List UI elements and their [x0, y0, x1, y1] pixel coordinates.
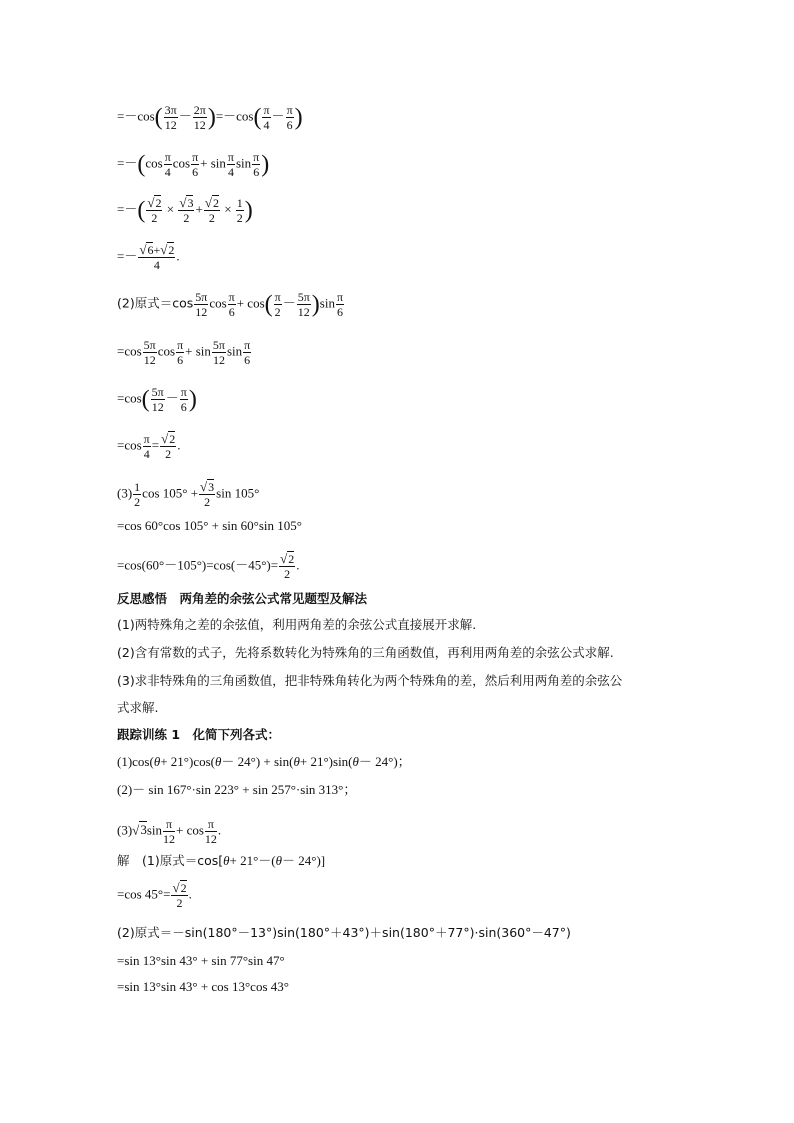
radicand: 2 — [288, 552, 295, 566]
fraction — [279, 552, 295, 581]
text: (3) — [117, 485, 133, 501]
text: sin — [319, 295, 335, 311]
theta: θ — [223, 853, 230, 868]
fraction — [204, 196, 220, 225]
text: =cos(60°－105°)=cos(－45°)= — [117, 557, 279, 573]
numerator: √2 — [204, 195, 219, 210]
reflection-item-2 — [117, 645, 614, 661]
numerator: π — [177, 338, 184, 352]
fraction — [138, 243, 175, 272]
fraction — [199, 480, 215, 509]
equals: = — [151, 437, 160, 453]
solution-line-1 — [117, 853, 325, 869]
fraction — [243, 338, 251, 367]
numerator: 2π — [193, 103, 206, 117]
numerator: π — [227, 150, 234, 164]
text: =cos — [117, 390, 142, 406]
radicand: 2 — [155, 196, 162, 210]
text: (3)求非特殊角的三角函数值，把非特殊角转化为两个特殊角的差，然后利用两角差的余弦公 — [117, 673, 623, 688]
numerator: 1 — [236, 196, 243, 210]
text: － 24°)； — [358, 754, 411, 769]
numerator: π — [164, 150, 171, 164]
text: sin — [146, 822, 162, 838]
times: × — [166, 201, 175, 217]
radicand: 2 — [180, 881, 187, 895]
math-line-7 — [117, 385, 197, 414]
numerator: π — [163, 817, 175, 832]
text: =cos — [117, 437, 142, 453]
paren: ( — [137, 151, 146, 178]
denominator: 12 — [212, 353, 225, 367]
paren: ) — [188, 386, 197, 413]
period: . — [188, 886, 192, 902]
text: + 21°－( — [229, 853, 276, 868]
fraction — [143, 432, 151, 461]
fraction — [205, 817, 217, 846]
denominator: 2 — [183, 211, 190, 225]
radicand: 3 — [140, 822, 147, 838]
fraction — [178, 196, 194, 225]
numerator: 5π — [297, 290, 310, 304]
text: 跟踪训练 1 化简下列各式： — [117, 727, 281, 742]
radicand: 3 — [187, 196, 194, 210]
fraction — [236, 196, 244, 225]
reflection-item-1 — [117, 617, 476, 633]
theta: θ — [153, 754, 161, 769]
theta: θ — [352, 754, 359, 769]
fraction — [227, 150, 235, 179]
text: 式求解. — [117, 700, 159, 715]
text: (2)含有常数的式子，先将系数转化为特殊角的三角函数值，再利用两角差的余弦公式求解. — [117, 645, 614, 660]
fraction — [163, 817, 175, 846]
numerator: π — [205, 817, 217, 832]
solution-line-3 — [117, 925, 571, 941]
radicand: 6 — [147, 243, 154, 257]
paren: ) — [244, 197, 253, 224]
text: (3) — [117, 822, 133, 838]
numerator: π — [274, 290, 281, 304]
text: + sin — [185, 343, 211, 359]
denominator: 6 — [253, 165, 260, 179]
fraction — [228, 290, 236, 319]
fraction — [160, 432, 176, 461]
denominator: 2 — [204, 495, 211, 509]
text: (2)－ sin 167°·sin 223° + sin 257°·sin 313°； — [117, 782, 357, 797]
fraction — [176, 338, 184, 367]
minus: － — [282, 295, 296, 311]
numerator: √3 — [179, 195, 194, 210]
paren: ( — [264, 291, 273, 318]
text: (2)原式＝cos — [117, 295, 194, 311]
fraction — [143, 338, 157, 367]
fraction — [336, 290, 344, 319]
denominator: 6 — [177, 353, 184, 367]
denominator: 2 — [284, 567, 291, 581]
fraction — [212, 338, 226, 367]
text: (2)原式＝－sin(180°－13°)sin(180°＋43°)＋sin(180°＋77°)·sin(360°－47°) — [117, 925, 571, 940]
period: . — [296, 557, 300, 573]
text: =sin 13°sin 43° + sin 77°sin 47° — [117, 953, 285, 968]
numerator: √2 — [172, 880, 187, 895]
minus: － — [165, 390, 179, 406]
radicand: 2 — [169, 432, 176, 446]
denominator: 6 — [244, 353, 251, 367]
solution-line-4 — [117, 953, 285, 969]
numerator: 1 — [134, 480, 141, 494]
solution-line-5 — [117, 979, 289, 995]
text: (1)两特殊角之差的余弦值，利用两角差的余弦公式直接展开求解. — [117, 617, 477, 632]
denominator: 2 — [274, 305, 281, 319]
reflection-item-3 — [117, 673, 622, 689]
math-line-4 — [117, 243, 180, 272]
period: . — [217, 822, 222, 838]
paren: ) — [311, 291, 320, 318]
numerator: 5π — [212, 338, 225, 352]
text: cos — [145, 155, 163, 171]
paren: ( — [137, 197, 146, 224]
theta: θ — [293, 754, 300, 769]
text: =－ — [117, 201, 138, 217]
denominator: 4 — [263, 118, 270, 132]
text: 解 (1)原式＝cos[ — [117, 853, 224, 868]
math-line-2 — [117, 150, 269, 179]
fraction — [180, 385, 188, 414]
math-line-5 — [117, 290, 345, 319]
text: cos — [172, 155, 191, 171]
denominator: 6 — [180, 400, 187, 414]
text: + cos — [236, 295, 265, 311]
denominator: 12 — [151, 400, 164, 414]
denominator: 4 — [227, 165, 234, 179]
text: + 21°)sin( — [299, 754, 353, 769]
numerator: π — [263, 103, 270, 117]
fraction — [133, 480, 141, 509]
numerator: π — [286, 103, 293, 117]
denominator: 12 — [143, 353, 156, 367]
fraction — [262, 103, 270, 132]
numerator: 5π — [195, 290, 208, 304]
math-line-10 — [117, 518, 302, 534]
fraction — [274, 290, 282, 319]
text: sin 105° — [216, 485, 260, 501]
paren: ( — [253, 104, 262, 131]
times: × — [224, 201, 232, 217]
denominator: 2 — [134, 495, 141, 509]
denominator: 4 — [164, 165, 171, 179]
text: sin — [235, 155, 252, 171]
practice-heading — [117, 727, 280, 743]
numerator: π — [244, 338, 251, 352]
math-line-9 — [117, 480, 259, 509]
fraction — [194, 290, 208, 319]
denominator: 12 — [195, 305, 208, 319]
minus: － — [271, 108, 285, 124]
numerator: √3 — [200, 479, 215, 494]
numerator: √2 — [161, 431, 176, 446]
solution-line-2 — [117, 881, 192, 910]
text: (1)cos( — [117, 754, 154, 769]
numerator: π — [180, 385, 187, 399]
numerator: √6+√2 — [139, 242, 175, 257]
numerator: √2 — [280, 551, 295, 566]
paren: ( — [154, 104, 163, 131]
text: + 21°)cos( — [160, 754, 215, 769]
fraction — [164, 103, 178, 132]
fraction — [164, 150, 172, 179]
numerator: 5π — [143, 338, 156, 352]
denominator: 12 — [297, 305, 310, 319]
text: + cos — [175, 822, 204, 838]
denominator: 12 — [164, 118, 177, 132]
denominator: 12 — [193, 118, 206, 132]
theta: θ — [215, 754, 222, 769]
denominator: 2 — [208, 211, 215, 225]
fraction — [193, 103, 207, 132]
fraction — [286, 103, 294, 132]
text: 反思感悟 两角差的余弦公式常见题型及解法 — [117, 591, 368, 606]
paren: ) — [207, 104, 216, 131]
fraction — [297, 290, 311, 319]
text: + sin — [200, 155, 226, 171]
text: =cos 45°= — [117, 886, 171, 902]
numerator: π — [143, 432, 150, 446]
math-line-3 — [117, 196, 253, 225]
numerator: π — [192, 150, 199, 164]
denominator: 6 — [336, 305, 343, 319]
denominator: 4 — [143, 447, 150, 461]
paren: ) — [261, 151, 270, 178]
practice-item-1 — [117, 754, 411, 770]
text: =sin 13°sin 43° + cos 13°cos 43° — [117, 979, 289, 994]
denominator: 12 — [162, 832, 175, 846]
math-line-6 — [117, 338, 252, 367]
denominator: 2 — [176, 896, 183, 910]
theta: θ — [275, 853, 283, 868]
numerator: π — [336, 290, 344, 304]
numerator: 5π — [151, 385, 164, 399]
radicand: 2 — [168, 243, 175, 257]
practice-item-3: (3)√3sin $\frac{\pi}{12}$ + cos $\frac{\pi}{12}$ . — [117, 817, 222, 846]
text: =－ — [117, 155, 138, 171]
period: . — [176, 248, 180, 264]
radicand: 3 — [208, 480, 215, 494]
numerator: 3π — [164, 103, 177, 117]
denominator: 12 — [204, 832, 217, 846]
math-line-8 — [117, 432, 180, 461]
text: =－ — [117, 248, 138, 264]
period: . — [177, 437, 181, 453]
text: =－cos — [215, 108, 254, 124]
text: =cos — [117, 343, 142, 359]
numerator: π — [253, 150, 260, 164]
reflection-item-3-cont — [117, 700, 158, 716]
fraction — [191, 150, 199, 179]
denominator: 6 — [228, 305, 235, 319]
reflection-heading — [117, 591, 367, 607]
plus: + — [195, 201, 203, 217]
denominator: 6 — [192, 165, 199, 179]
denominator: 2 — [151, 211, 158, 225]
numerator: √2 — [147, 195, 162, 210]
fraction — [171, 881, 187, 910]
minus: － — [178, 108, 192, 124]
text: =cos 60°cos 105° + sin 60°sin 105° — [117, 518, 302, 533]
fraction — [252, 150, 260, 179]
math-line-1 — [117, 103, 303, 132]
text: － 24°) + sin( — [221, 754, 294, 769]
fraction — [151, 385, 165, 414]
practice-item-2 — [117, 782, 356, 798]
radicand: 2 — [212, 196, 219, 210]
text: cos — [157, 343, 176, 359]
paren: ( — [141, 386, 150, 413]
text: cos — [209, 295, 227, 311]
text: =－cos — [117, 108, 155, 124]
text: sin — [226, 343, 243, 359]
text: － 24°)] — [282, 853, 326, 868]
plus: + — [153, 243, 161, 257]
text: cos 105° + — [142, 485, 199, 501]
fraction — [146, 196, 162, 225]
paren: ) — [294, 104, 303, 131]
denominator: 2 — [236, 211, 243, 225]
math-line-11 — [117, 552, 299, 581]
denominator: 6 — [286, 118, 293, 132]
denominator: 2 — [165, 447, 172, 461]
denominator: 4 — [153, 258, 160, 272]
numerator: π — [228, 290, 235, 304]
